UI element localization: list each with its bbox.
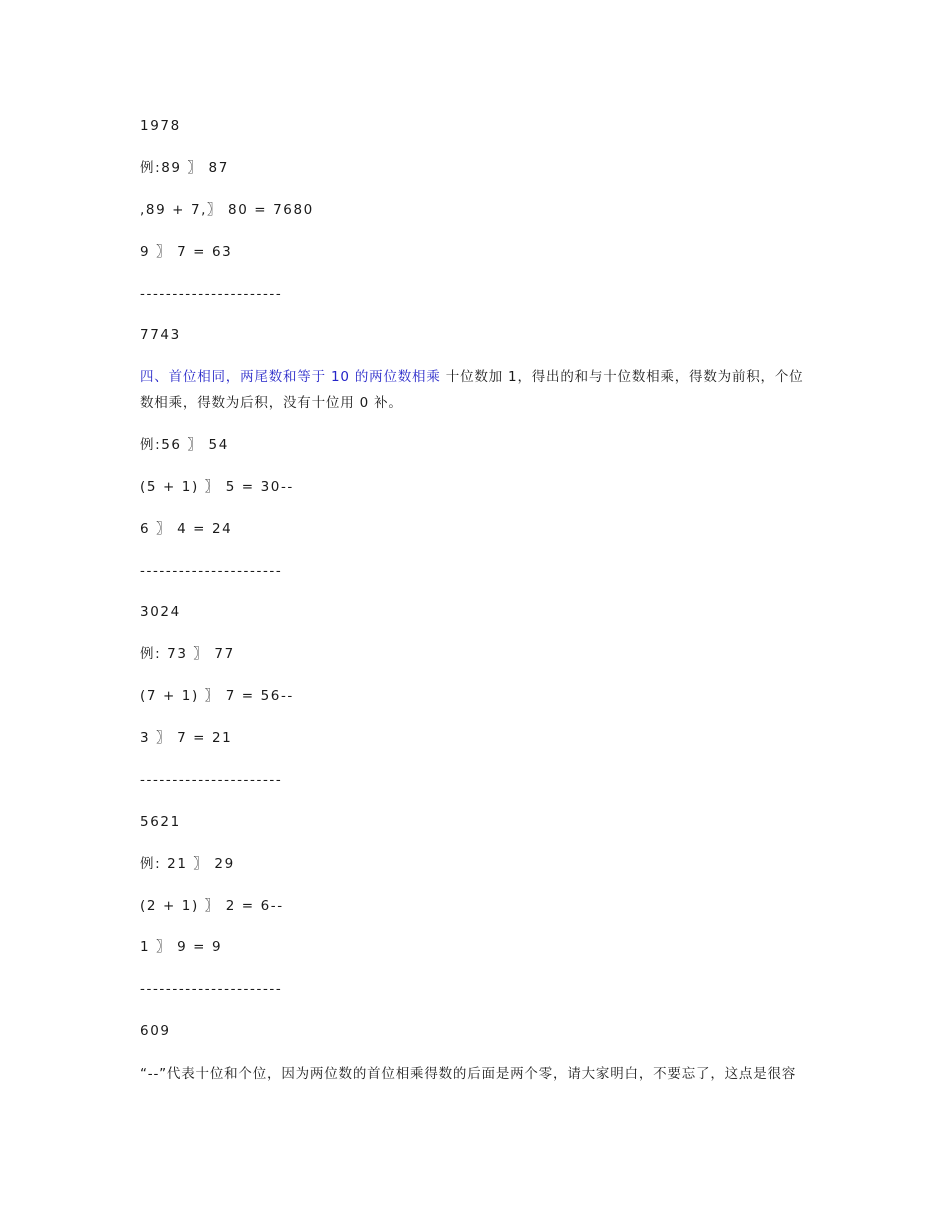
example-line: 例: 21 〗 29: [140, 856, 235, 872]
separator-line: ----------------------: [140, 772, 283, 788]
calc-line: 1 〗 9 = 9: [140, 939, 223, 955]
section-heading: 四、首位相同，两尾数和等于 10 的两位数相乘: [140, 369, 441, 385]
result-line: 3024: [140, 604, 181, 620]
calc-line: (5 + 1) 〗 5 = 30--: [140, 479, 294, 495]
calc-line: (2 + 1) 〗 2 = 6--: [140, 898, 284, 914]
calc-line: 6 〗 4 = 24: [140, 521, 233, 537]
example-line: 例: 73 〗 77: [140, 646, 235, 662]
separator-line: ----------------------: [140, 563, 283, 579]
calc-line: ,89 + 7,〗 80 = 7680: [140, 202, 314, 218]
calc-line: (7 + 1) 〗 7 = 56--: [140, 688, 294, 704]
result-line: 7743: [140, 327, 181, 343]
separator-line: ----------------------: [140, 981, 283, 997]
result-line: 1978: [140, 118, 181, 134]
example-line: 例:56 〗 54: [140, 437, 229, 453]
note-paragraph: “--”代表十位和个位，因为两位数的首位相乘得数的后面是两个零，请大家明白，不要忘了，这点是很容: [140, 1066, 797, 1082]
section-body: 十位数加 1，得出的和与十位数相乘，得数为前积，个位数相乘，得数为后积，没有十位用 0 补。: [140, 369, 804, 411]
calc-line: 9 〗 7 = 63: [140, 244, 233, 260]
result-line: 5621: [140, 814, 181, 830]
calc-line: 3 〗 7 = 21: [140, 730, 233, 746]
section-paragraph: [140, 364, 810, 416]
result-line: 609: [140, 1023, 171, 1039]
example-line: 例:89 〗 87: [140, 160, 229, 176]
separator-line: ----------------------: [140, 286, 283, 302]
